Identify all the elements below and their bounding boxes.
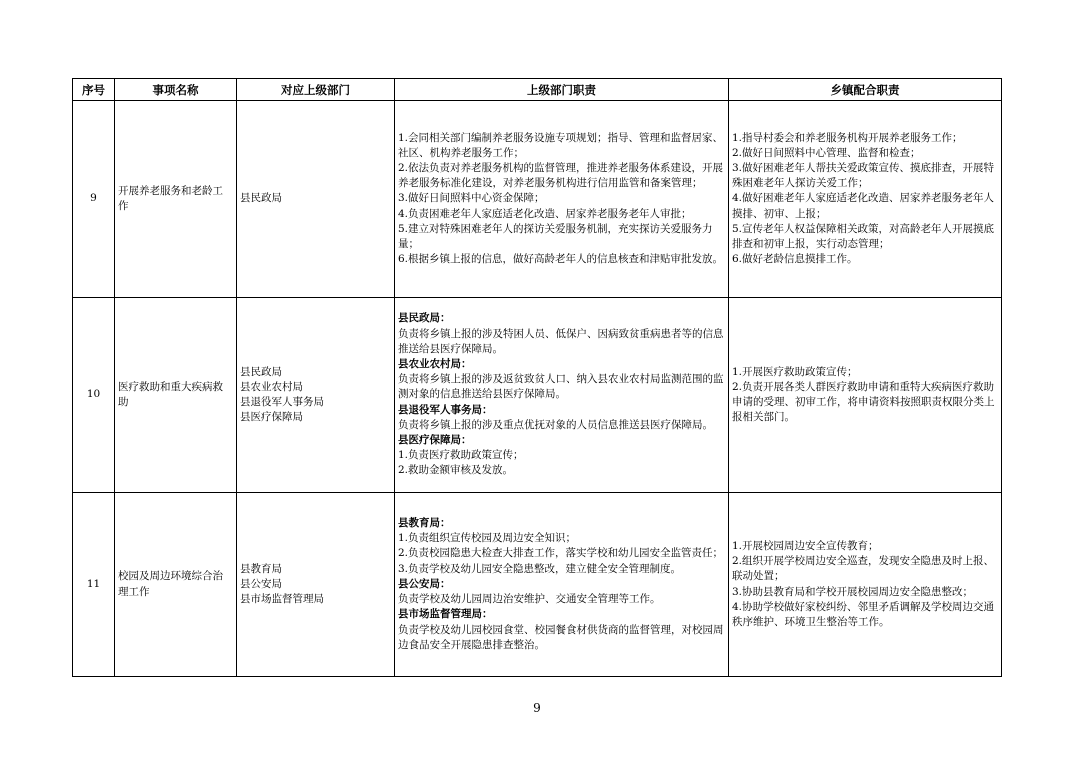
duty-line: 2.负责校园隐患大检查大排查工作，落实学校和幼儿园安全监管责任；	[398, 547, 724, 560]
duty-line: 1.会同相关部门编制养老服务设施专项规划；指导、管理和监督居家、社区、机构养老服务工作；	[398, 131, 724, 159]
row-depts	[237, 493, 395, 677]
duty-line: 2.做好日间照料中心管理、监督和检查；	[732, 146, 921, 159]
dept-line: 县公安局	[240, 577, 282, 590]
duty-line: 1.开展校园周边安全宣传教育；	[732, 539, 879, 552]
duty-line: 6.根据乡镇上报的信息，做好高龄老年人的信息核查和津贴审批发放。	[398, 253, 724, 266]
duty-line: 1.负责医疗救助政策宣传；	[398, 449, 524, 462]
row-depts	[237, 101, 395, 298]
duty-line: 4.负责困难老年人家庭适老化改造、居家养老服务老年人审批；	[398, 207, 692, 220]
row-seq: 10	[73, 298, 115, 493]
dept-line: 县农业农村局	[240, 380, 303, 393]
dept-line: 县市场监督管理局	[240, 593, 324, 606]
duty-line: 6.做好老龄信息摸排工作。	[732, 253, 858, 266]
dept-heading: 县医疗保障局：	[398, 434, 472, 446]
duty-line: 负责将乡镇上报的涉及重点优抚对象的人员信息推送县医疗保障局。	[398, 418, 713, 431]
duty-line: 5.宣传老年人权益保障相关政策，对高龄老年人开展摸底排查和初审上报，实行动态管理；	[732, 222, 995, 250]
row-town-duty	[729, 101, 1002, 298]
dept-heading: 县教育局：	[398, 517, 451, 530]
duty-line: 4.做好困难老年人家庭适老化改造、居家养老服务老年人摸排、初审、上报；	[732, 192, 995, 220]
dept-heading: 县民政局：	[398, 312, 451, 325]
duty-line: 负责学校及幼儿园校园食堂、校园餐食材供货商的监督管理，对校园周边食品安全开展隐患排查整治。	[398, 623, 724, 651]
duty-line: 4.协助学校做好家校纠纷、邻里矛盾调解及学校周边交通秩序维护、环境卫生整治等工作。	[732, 600, 995, 628]
duty-line: 3.协助县教育局和学校开展校园周边安全隐患整改；	[732, 585, 974, 598]
duty-line: 负责将乡镇上报的涉及返贫致贫人口、纳入县农业农村局监测范围的监测对象的信息推送给县医疗保障局。	[398, 373, 724, 401]
dept-line: 县退役军人事务局	[240, 396, 324, 408]
row-upper-duty	[395, 493, 729, 677]
table-row	[73, 493, 1002, 677]
row-town-duty	[729, 298, 1002, 493]
header-item: 事项名称	[115, 79, 237, 101]
dept-heading: 县市场监督管理局：	[398, 608, 493, 621]
row-seq: 11	[73, 493, 115, 677]
header-row	[73, 79, 1002, 101]
header-town-duty: 乡镇配合职责	[729, 79, 1002, 101]
duty-line: 3.做好困难老年人帮扶关爱政策宣传、摸底排查，开展特殊困难老年人探访关爱工作；	[732, 161, 995, 190]
duty-line: 2.组织开展学校周边安全巡查，发现安全隐患及时上报、联动处置；	[732, 555, 995, 583]
dept-line: 县民政局	[240, 192, 282, 205]
duty-line: 负责学校及幼儿园周边治安维护、交通安全管理等工作。	[398, 593, 661, 606]
row-upper-duty	[395, 298, 729, 493]
row-item: 校园及周边环境综合治理工作	[115, 493, 237, 677]
row-seq: 9	[73, 101, 115, 298]
table-row	[73, 298, 1002, 493]
row-depts	[237, 298, 395, 493]
duty-line: 3.负责学校及幼儿园安全隐患整改，建立健全安全管理制度。	[398, 562, 682, 575]
duty-line: 3.做好日间照料中心资金保障；	[398, 192, 545, 205]
duty-line: 2.救助金额审核及发放。	[398, 464, 514, 477]
row-upper-duty	[395, 101, 729, 298]
row-item: 医疗救助和重大疾病救助	[115, 298, 237, 493]
duty-line: 1.负责组织宣传校园及周边安全知识；	[398, 532, 577, 545]
header-seq: 序号	[73, 79, 115, 101]
duty-line: 5.建立对特殊困难老年人的探访关爱服务机制，充实探访关爱服务力量；	[398, 222, 713, 250]
dept-heading: 县退役军人事务局：	[398, 403, 493, 416]
duty-table	[72, 78, 1002, 677]
row-town-duty	[729, 493, 1002, 677]
header-upper-duty: 上级部门职责	[395, 79, 729, 101]
table-row	[73, 101, 1002, 298]
dept-heading: 县农业农村局：	[398, 357, 472, 370]
header-dept: 对应上级部门	[237, 79, 395, 101]
dept-heading: 县公安局：	[398, 577, 451, 590]
dept-line: 县民政局	[240, 365, 282, 378]
duty-line: 2.依法负责对养老服务机构的监督管理，推进养老服务体系建设，开展养老服务标准化建设，对养老服务机构进行信用监管和备案管理；	[398, 161, 724, 190]
duty-line: 1.指导村委会和养老服务机构开展养老服务工作；	[732, 131, 963, 144]
duty-line: 2.负责开展各类人群医疗救助申请和重特大疾病医疗救助申请的受理、初审工作，将申请资料按照职责权限分类上报相关部门。	[732, 380, 995, 424]
dept-line: 县医疗保障局	[240, 411, 303, 424]
row-item: 开展养老服务和老龄工作	[115, 101, 237, 298]
page-number: 9	[533, 701, 541, 715]
duty-line: 1.开展医疗救助政策宣传；	[732, 365, 858, 378]
duty-line: 负责将乡镇上报的涉及特困人员、低保户、因病致贫重病患者等的信息推送给县医疗保障局。	[398, 327, 724, 355]
dept-line: 县教育局	[240, 562, 282, 575]
